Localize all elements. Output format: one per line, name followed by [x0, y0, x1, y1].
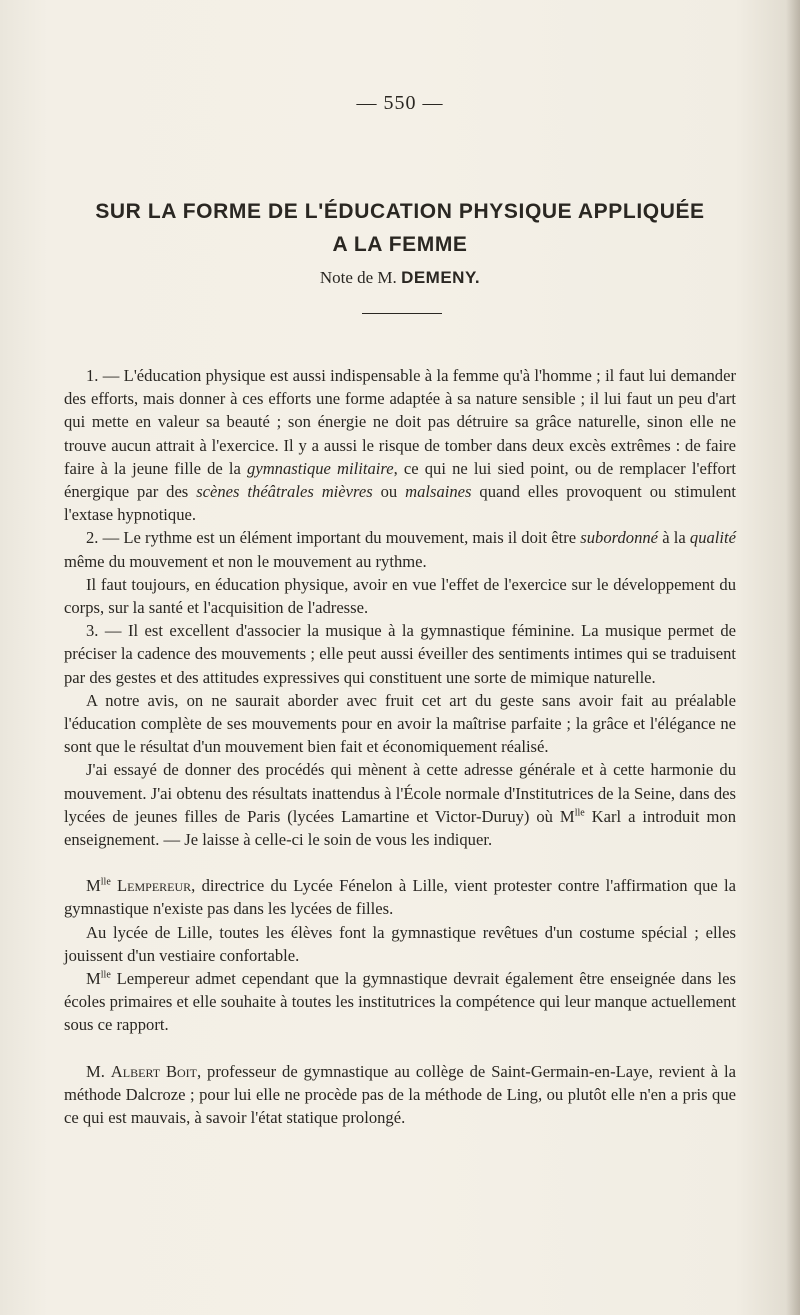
page-edge-shadow — [786, 0, 800, 1315]
paragraph-1: 1. — L'éducation physique est aussi indispensable à la femme qu'à l'homme ; il faut lui demander des efforts, mais donner à ces efforts une forme adaptée à sa nature sensible ; il lui faut un peu d'art qui mette en valeur sa beauté ; son énergie ne doit pas détruire sa grâce naturelle, sinon elle ne trouve aucun attrait à l'exercice. Il y a aussi le risque de tomber dans deux excès extrêmes : de faire faire à la jeune fille de la gymnastique militaire, ce qui ne lui sied point, ou de remplacer l'effort énergique par des scènes théâtrales mièvres ou malsaines quand elles provoquent ou stimulent l'extase hypnotique. — [64, 366, 736, 525]
paragraph-5: A notre avis, on ne saurait aborder avec fruit cet art du geste sans avoir fait au préalable l'éducation complète de ses mouvements pour en avoir la maîtrise parfaite ; la grâce et l'élégance ne sont que le résultat d'un mouvement bien fait et économiquement réalisé. — [64, 690, 736, 757]
paragraph-8: Au lycée de Lille, toutes les élèves font la gymnastique revêtues d'un costume spécial ; elles jouissent d'un vestiaire confortable. — [64, 922, 736, 965]
paragraph-9: $M^{lle}$ Lempereur admet cependant que la gymnastique devrait également être enseignée dans les écoles primaires et elle souhaite à toutes les institutrices la compétence qui leur manque actuellement sous ce rapport. — [64, 969, 736, 1035]
article-body — [64, 364, 736, 1129]
article-title-line-2: A LA FEMME — [332, 233, 468, 256]
paragraph-10: M. Albert Boit, professeur de gymnastique au collège de Saint-Germain-en-Laye, revient à la méthode Dalcroze ; pour lui elle ne procède pas de la méthode de Ling, ou plutôt elle n'en a pris que ce qui est mauvais, à savoir l'état statique prolongé. — [64, 1061, 736, 1128]
paragraph-4: 3. — Il est excellent d'associer la musique à la gymnastique féminine. La musique permet de préciser la cadence des mouvements ; elle peut aussi éveiller des sentiments intimes qui se traduisent par des gestes et des attitudes expressives qui constituent une sorte de mimique naturelle. — [64, 621, 736, 687]
title-divider — [362, 313, 442, 314]
note-prefix: Note de M. — [319, 268, 397, 287]
paragraph-7: $M^{lle}$ Lempereur, directrice du Lycée Fénelon à Lille, vient protester contre l'affirmation que la gymnastique n'existe pas dans les lycées de filles. — [64, 876, 736, 919]
paragraph-3: Il faut toujours, en éducation physique, avoir en vue l'effet de l'exercice sur le développement du corps, sur la santé et l'acquisition de l'adresse. — [64, 574, 736, 618]
paragraph-2: 2. — Le rythme est un élément important du mouvement, mais il doit être subordonné à la qualité même du mouvement et non le mouvement au rythme. — [64, 528, 736, 571]
author-note — [0, 268, 800, 288]
author-name: DEMENY. — [401, 268, 481, 287]
paragraph-6: J'ai essayé de donner des procédés qui mènent à cette adresse générale et à cette harmonie du mouvement. J'ai obtenu des résultats inattendus à l'École normale d'Institutrices de la Seine, dans des lycées de jeunes filles de Paris (lycées Lamartine et Victor-Duruy) où $M^{lle}$ Karl a introduit mon enseignement. — Je laisse à celle-ci le soin de vous les indiquer. — [64, 760, 736, 850]
page-number: — 550 — — [356, 92, 444, 114]
article-title-line-1: SUR LA FORME DE L'ÉDUCATION PHYSIQUE APPLIQUÉE — [95, 200, 705, 223]
